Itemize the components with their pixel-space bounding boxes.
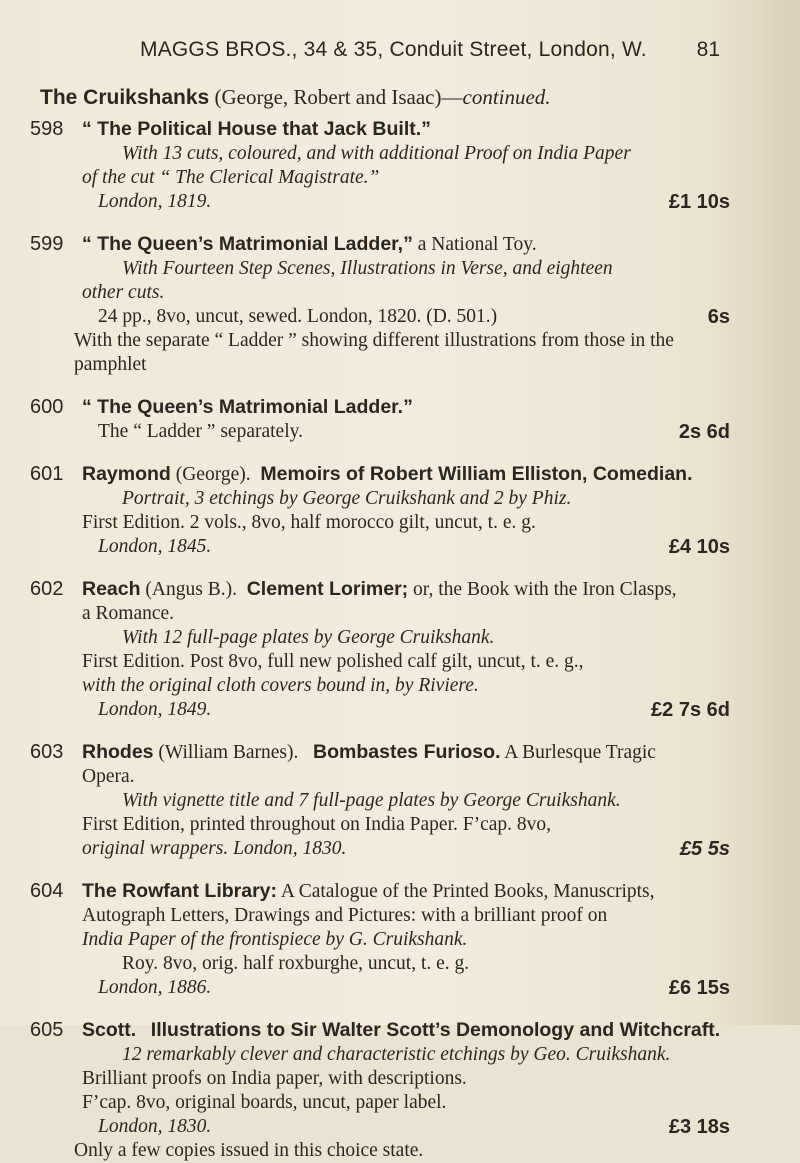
- entry-price: 6s: [707, 306, 730, 328]
- section-rest: (George, Robert and Isaac)—: [209, 85, 463, 109]
- entry-description: of the cut “ The Clerical Magistrate.”: [82, 167, 380, 188]
- entry-number: 599: [30, 233, 64, 255]
- entry-imprint: The “ Ladder ” separately.: [98, 421, 303, 442]
- entry-imprint: London, 1849.: [98, 699, 212, 720]
- catalogue-entry: [30, 1018, 730, 1163]
- entry-price: £2 7s 6d: [651, 699, 730, 721]
- entry-number: 600: [30, 396, 64, 418]
- catalogue-entry: [30, 462, 730, 559]
- entry-imprint: London, 1886.: [98, 977, 212, 998]
- entry-title-rest: a National Toy.: [412, 234, 537, 255]
- entry-title-continued: a Romance.: [82, 603, 175, 624]
- catalogue-entry: [30, 395, 730, 444]
- catalogue-entry: [30, 577, 730, 722]
- entry-author-rest: (George).: [170, 464, 251, 485]
- entry-description: India Paper of the frontispiece by G. Cruikshank.: [82, 929, 468, 950]
- entry-description: Portrait, 3 etchings by George Cruikshank and 2 by Phiz.: [122, 488, 572, 509]
- entry-description: First Edition, printed throughout on India Paper. F’cap. 8vo,: [82, 814, 552, 835]
- entry-title: “ The Queen’s Matrimonial Ladder,”: [82, 233, 413, 255]
- entry-author-rest: (Angus B.).: [140, 579, 237, 600]
- entry-imprint: London, 1830.: [98, 1116, 212, 1137]
- entry-title: “ The Queen’s Matrimonial Ladder.”: [82, 396, 413, 418]
- section-name: The Cruikshanks: [40, 86, 210, 109]
- entry-author: Scott.: [82, 1019, 137, 1041]
- entry-price: £1 10s: [668, 191, 730, 213]
- section-heading: [40, 84, 730, 111]
- running-head-title: MAGGS BROS., 34 & 35, Conduit Street, London, W.: [140, 38, 647, 61]
- entry-number: 605: [30, 1019, 64, 1041]
- entry-price: 2s 6d: [678, 421, 730, 443]
- entry-description: With 12 full-page plates by George Cruikshank.: [122, 627, 495, 648]
- catalogue-entry: [30, 740, 730, 861]
- entry-price: £3 18s: [668, 1116, 730, 1138]
- entry-description: other cuts.: [82, 282, 165, 303]
- entry-title-rest: A Catalogue of the Printed Books, Manuscripts,: [277, 881, 655, 902]
- entry-imprint: 24 pp., 8vo, uncut, sewed. London, 1820. (D. 501.): [98, 306, 498, 327]
- catalogue-entry: [30, 879, 730, 1000]
- entry-title: The Rowfant Library:: [82, 880, 278, 902]
- entry-description: with the original cloth covers bound in, by Riviere.: [82, 675, 479, 696]
- entry-title: Illustrations to Sir Walter Scott’s Demonology and Witchcraft.: [150, 1019, 721, 1041]
- entry-note: With the separate “ Ladder ” showing different illustrations from those in the pamphlet: [74, 330, 674, 375]
- entry-description: Brilliant proofs on India paper, with descriptions.: [82, 1068, 467, 1089]
- entry-number: 602: [30, 578, 64, 600]
- entry-imprint: London, 1819.: [98, 191, 212, 212]
- entry-number: 598: [30, 118, 64, 140]
- entry-price: £6 15s: [668, 977, 730, 999]
- entry-price: £4 10s: [668, 536, 730, 558]
- running-head: [30, 0, 730, 80]
- entry-title-continued: Opera.: [82, 766, 135, 787]
- entry-title-rest: A Burlesque Tragic: [500, 742, 656, 763]
- section-continued: continued.: [462, 85, 551, 109]
- entry-number: 603: [30, 741, 64, 763]
- entry-author: Rhodes: [82, 741, 154, 763]
- entry-description: 12 remarkably clever and characteristic etchings by Geo. Cruikshank.: [122, 1044, 671, 1065]
- entry-author: Reach: [82, 578, 141, 600]
- entry-price: £5 5s: [679, 838, 730, 860]
- entry-author: Raymond: [82, 463, 171, 485]
- entry-description: With vignette title and 7 full-page plates by George Cruikshank.: [122, 790, 621, 811]
- entry-title: Bombastes Furioso.: [313, 741, 501, 763]
- entry-title-rest: or, the Book with the Iron Clasps,: [408, 579, 677, 600]
- entry-note: Only a few copies issued in this choice state.: [74, 1140, 424, 1161]
- entry-description: First Edition. Post 8vo, full new polished calf gilt, uncut, t. e. g.,: [82, 651, 584, 672]
- entry-title: “ The Political House that Jack Built.”: [82, 118, 431, 140]
- entry-number: 601: [30, 463, 64, 485]
- catalogue-entry: [30, 232, 730, 377]
- catalogue-entry: [30, 117, 730, 214]
- entry-description: original wrappers. London, 1830. £5 5s: [82, 838, 730, 860]
- entry-number: 604: [30, 880, 64, 902]
- entry-title: Memoirs of Robert William Elliston, Comedian.: [260, 463, 693, 485]
- entry-description: Roy. 8vo, orig. half roxburghe, uncut, t. e. g.: [122, 953, 470, 974]
- entry-title-continued: Autograph Letters, Drawings and Pictures: with a brilliant proof on: [82, 905, 608, 926]
- entry-description: First Edition. 2 vols., 8vo, half morocco gilt, uncut, t. e. g.: [82, 512, 536, 533]
- page-number: 81: [696, 38, 720, 61]
- entry-imprint: London, 1845.: [98, 536, 212, 557]
- entry-description: With 13 cuts, coloured, and with additional Proof on India Paper: [122, 143, 631, 164]
- entry-description: F’cap. 8vo, original boards, uncut, paper label.: [82, 1092, 447, 1113]
- entry-title: Clement Lorimer;: [246, 578, 409, 600]
- entry-description: With Fourteen Step Scenes, Illustrations in Verse, and eighteen: [122, 258, 613, 279]
- entry-author-rest: (William Barnes).: [153, 742, 299, 763]
